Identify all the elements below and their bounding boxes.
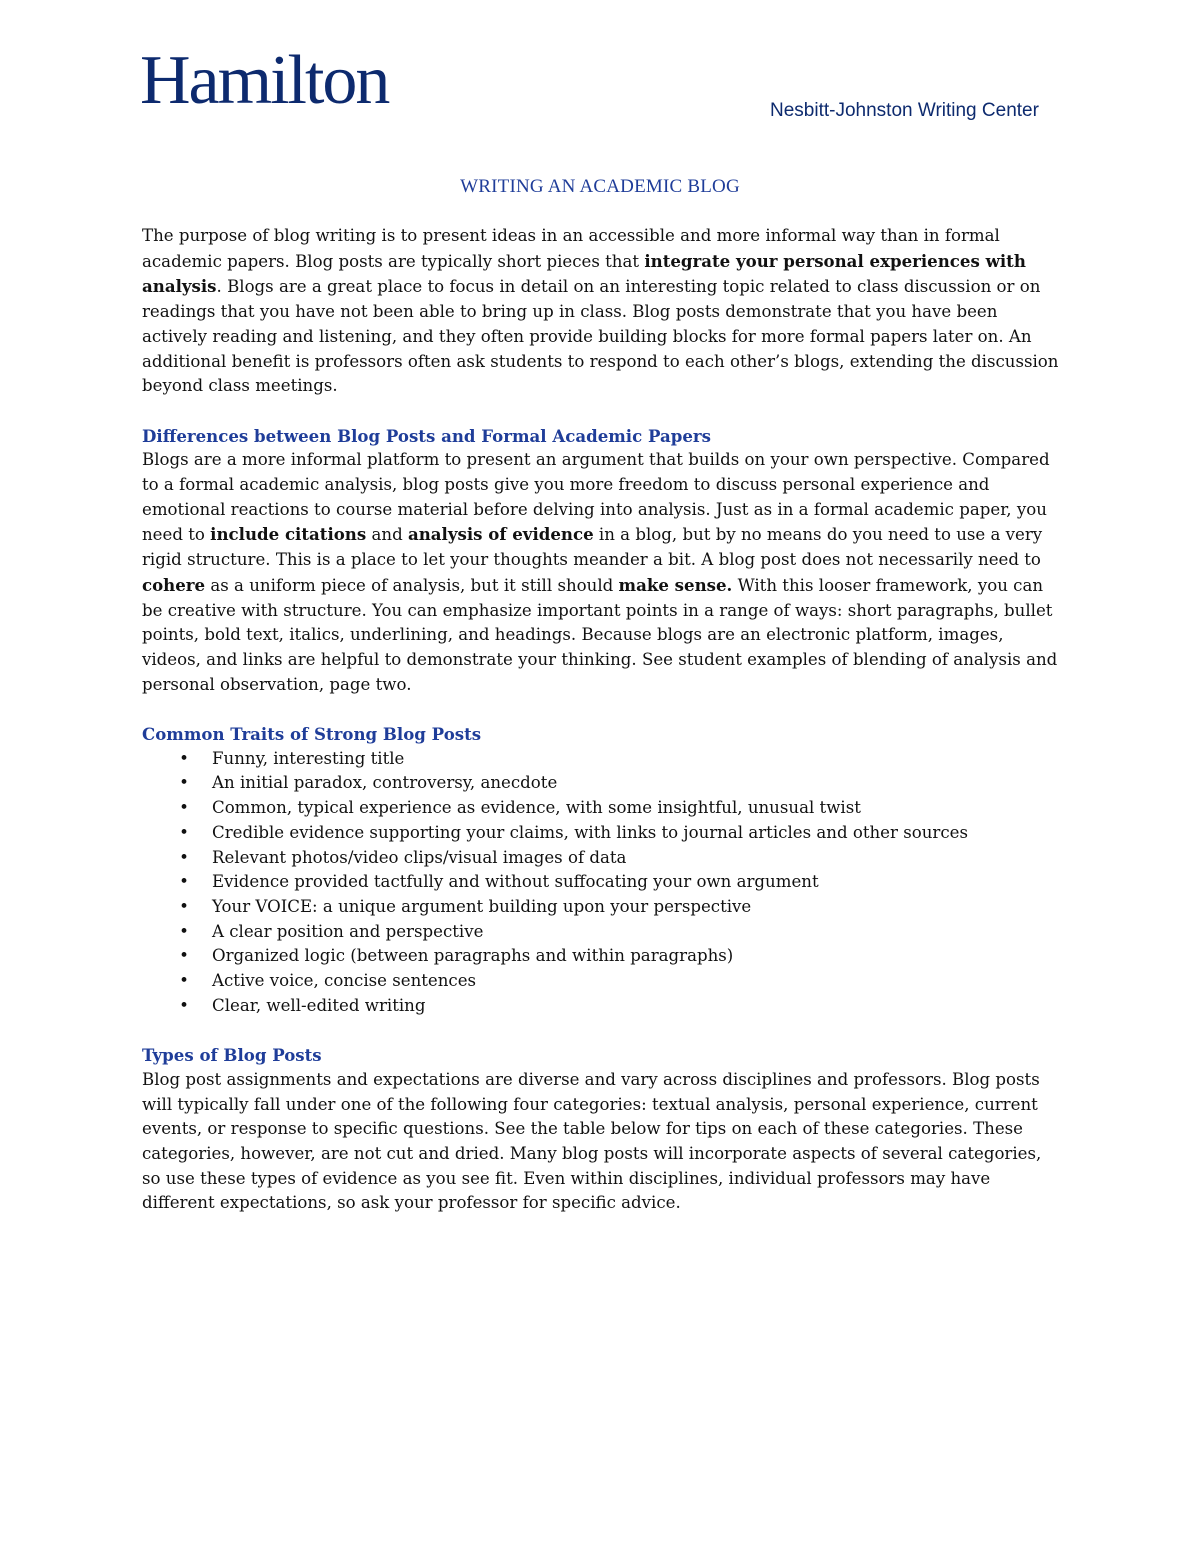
intro-text-2: . Blogs are a great place to focus in detail on an interesting topic related to class discussion or on readings that you have not been able to bring up in class. Blog posts demonstrate that you have been actively reading and listening, and they often provide building blocks for more formal papers later on. An additional benefit is professors often ask students to respond to each other’s blogs, extending the discussion beyond class meetings.: [142, 277, 1059, 396]
bullet-icon: •: [179, 847, 189, 867]
list-item: [179, 895, 1062, 920]
bullet-icon: •: [179, 995, 189, 1015]
list-item: [179, 994, 1062, 1019]
differences-paragraph: [142, 448, 1062, 697]
bullet-icon: •: [179, 946, 189, 966]
list-item-text: Funny, interesting title: [212, 748, 405, 768]
bullet-icon: •: [179, 872, 189, 892]
bullet-icon: •: [179, 822, 189, 842]
bullet-icon: •: [179, 748, 189, 768]
bullet-icon: •: [179, 896, 189, 916]
traits-section: [142, 722, 1062, 1018]
list-item-text: Organized logic (between paragraphs and within paragraphs): [212, 946, 734, 966]
hamilton-logo: Hamilton: [140, 42, 389, 119]
list-item: [179, 771, 1062, 796]
list-item-text: Relevant photos/video clips/visual images of data: [212, 847, 627, 867]
list-item-text: Evidence provided tactfully and without suffocating your own argument: [212, 872, 819, 892]
intro-paragraph: [142, 224, 1062, 399]
list-item-text: Credible evidence supporting your claims, with links to journal articles and other sources: [212, 822, 968, 842]
list-item: [179, 747, 1062, 772]
list-item-text: Common, typical experience as evidence, with some insightful, unusual twist: [212, 798, 861, 818]
differences-bold-2: analysis of evidence: [407, 524, 594, 545]
types-heading: Types of Blog Posts: [142, 1045, 322, 1066]
list-item-text: A clear position and perspective: [212, 921, 484, 941]
list-item: [179, 969, 1062, 994]
list-item: [179, 796, 1062, 821]
bullet-icon: •: [179, 773, 189, 793]
list-item-text: Your VOICE: a unique argument building upon your perspective: [212, 896, 752, 916]
list-item: [179, 870, 1062, 895]
document-title: WRITING AN ACADEMIC BLOG: [460, 176, 740, 197]
differences-text-3: in a blog, but by no means do you need to use a very rigid structure. This is a place to let your thoughts meander a bit. A blog post does not necessarily need to: [142, 525, 1043, 570]
document-body: [142, 224, 1062, 1216]
differences-bold-4: make sense.: [618, 574, 733, 595]
differences-text-4: as a uniform piece of analysis, but it still should: [205, 575, 619, 595]
list-item: [179, 821, 1062, 846]
differences-bold-3: cohere: [142, 574, 206, 595]
differences-text-2: and: [366, 525, 408, 545]
intro-bold-1: integrate your personal experiences with analysis: [142, 250, 1026, 297]
list-item: [179, 846, 1062, 871]
bullet-icon: •: [179, 798, 189, 818]
differences-section: [142, 424, 1062, 698]
list-item: [179, 920, 1062, 945]
types-section: [142, 1043, 1062, 1216]
differences-text-5: With this looser framework, you can be creative with structure. You can emphasize important points in a range of ways: short paragraphs, bullet points, bold text, italics, underlining, and headings. Because blogs are an electronic platform, images, videos, and links are helpful to demonstrate your thinking. See student examples of blending of analysis and personal observation, page two.: [142, 575, 1058, 694]
bullet-icon: •: [179, 971, 189, 991]
differences-bold-1: include citations: [210, 524, 367, 545]
bullet-icon: •: [179, 921, 189, 941]
writing-center-name: Nesbitt-Johnston Writing Center: [770, 100, 1039, 121]
list-item-text: An initial paradox, controversy, anecdote: [212, 773, 558, 793]
list-item: [179, 944, 1062, 969]
intro-text-1: The purpose of blog writing is to present ideas in an accessible and more informal way than in formal academic papers. Blog posts are typically short pieces that: [142, 226, 1000, 271]
list-item-text: Active voice, concise sentences: [212, 971, 477, 991]
differences-text-1: Blogs are a more informal platform to present an argument that builds on your own perspective. Compared to a formal academic analysis, blog posts give you more freedom to discuss personal experience and emotional reactions to course material before delving into analysis. Just as in a formal academic paper, you need to: [142, 450, 1050, 545]
differences-heading: Differences between Blog Posts and Formal Academic Papers: [142, 425, 712, 446]
list-item-text: Clear, well-edited writing: [212, 995, 426, 1015]
types-paragraph: Blog post assignments and expectations are diverse and vary across disciplines and professors. Blog posts will typically fall under one of the following four categories: textual analysis, personal experience, current events, or response to specific questions. See the table below for tips on each of these categories. These categories, however, are not cut and dried. Many blog posts will incorporate aspects of several categories, so use these types of evidence as you see fit. Even within disciplines, individual professors may have different expectations, so ask your professor for specific advice.: [142, 1069, 1042, 1213]
traits-heading: Common Traits of Strong Blog Posts: [142, 724, 482, 745]
traits-list: [142, 747, 1062, 1019]
